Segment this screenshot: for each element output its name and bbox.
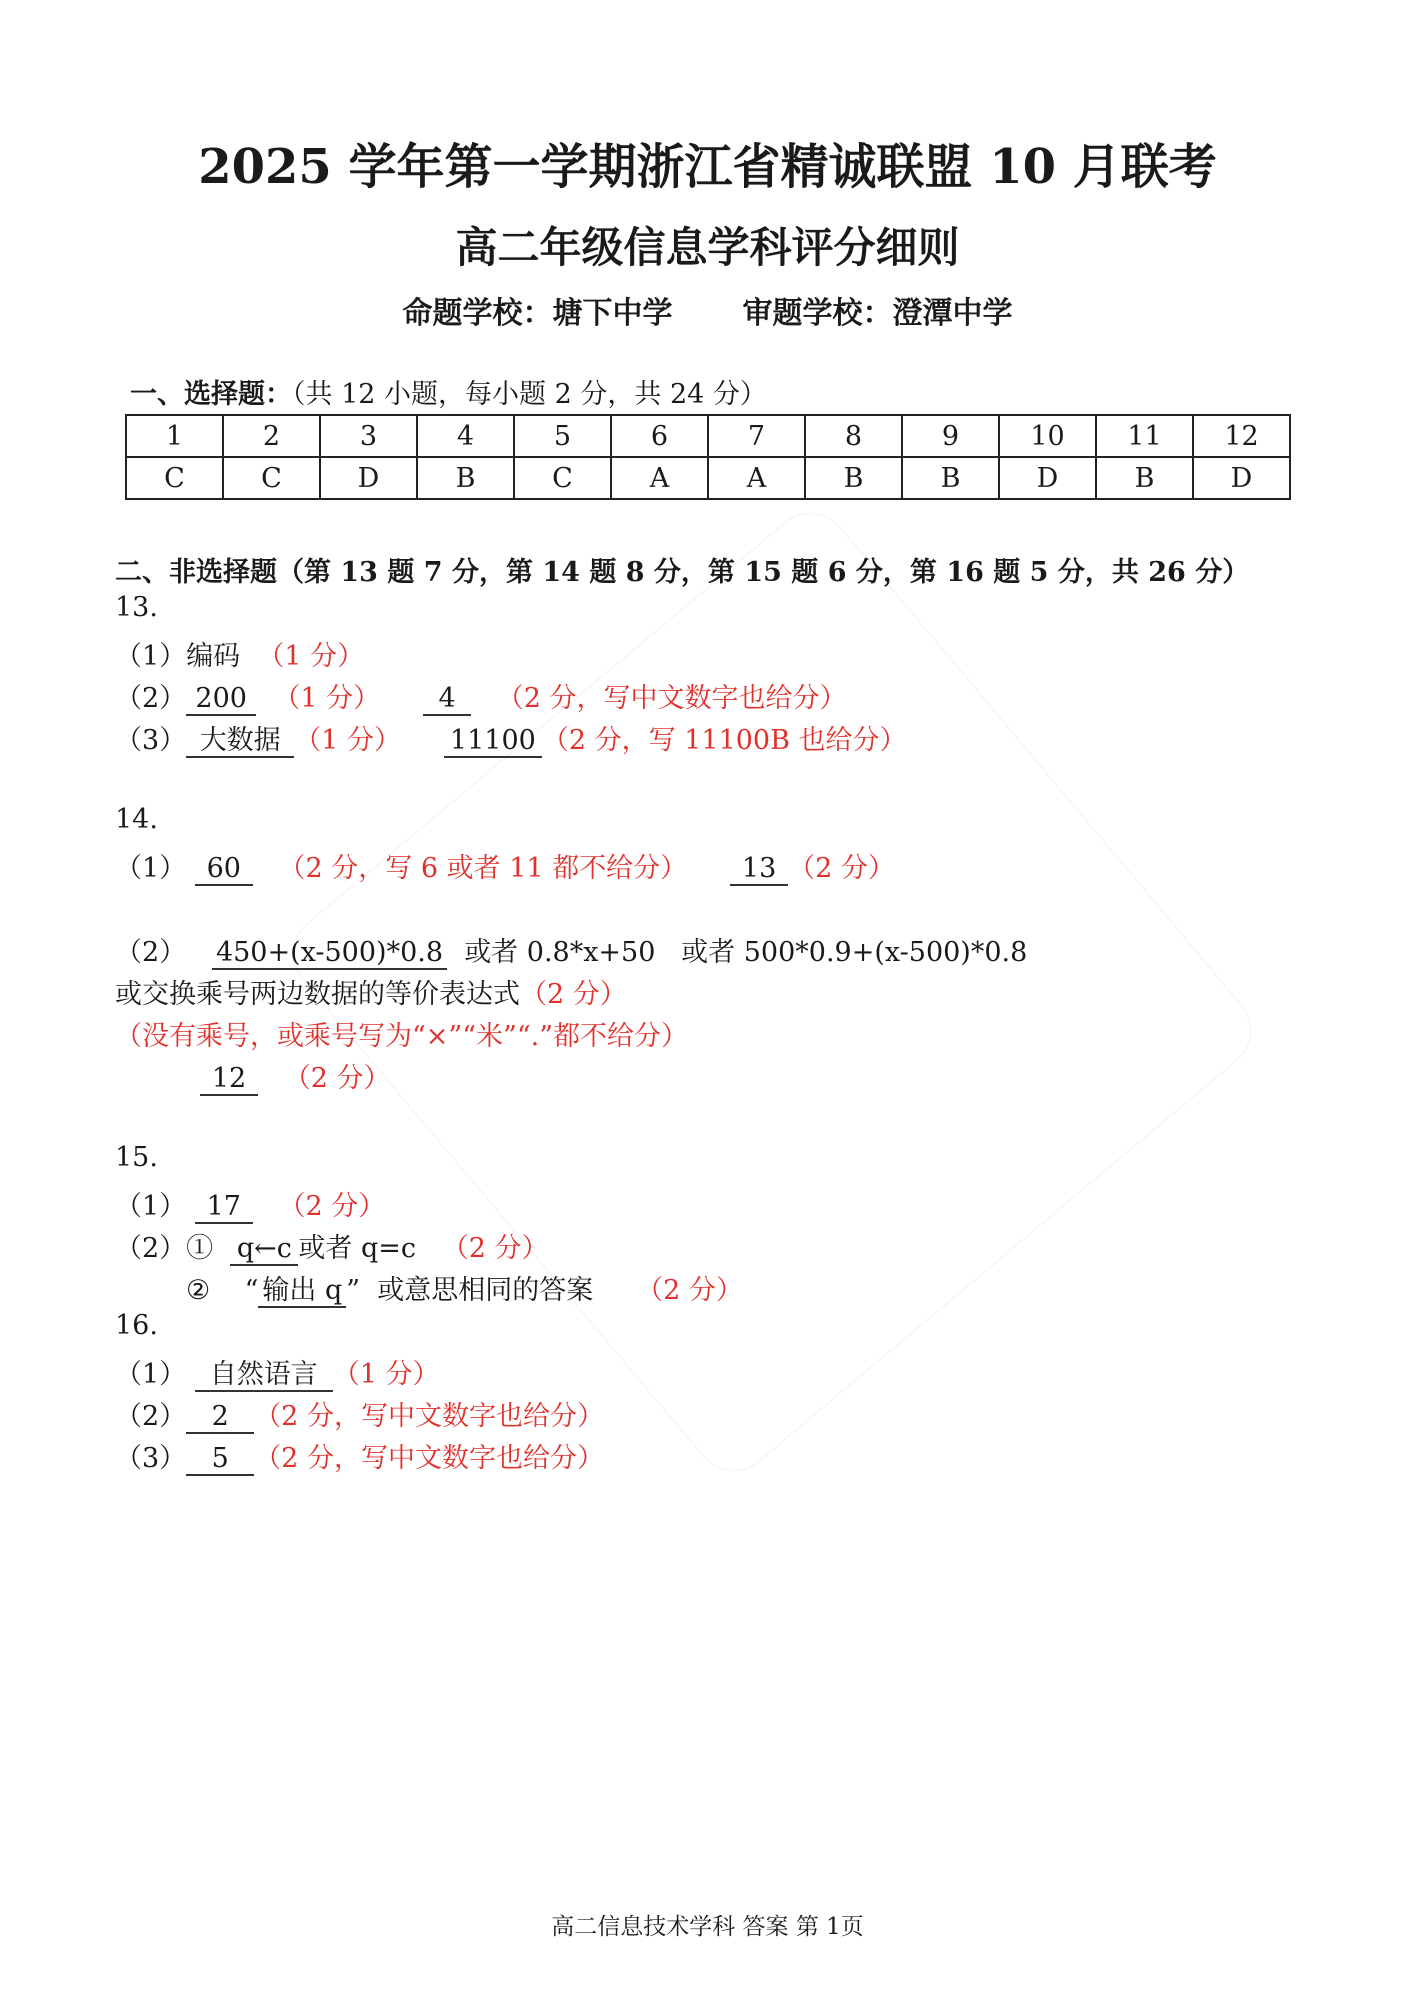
q15-number: 15.: [115, 1142, 158, 1173]
answer-cell: C: [223, 457, 320, 499]
quote-open: “: [244, 1275, 259, 1306]
answer-text: 编码: [186, 641, 241, 672]
q13-part3: [115, 718, 907, 758]
question-number: 1: [126, 415, 223, 457]
answer-cell: B: [805, 457, 902, 499]
part-index: ②: [186, 1275, 211, 1306]
alt-answer: 或者 q=c: [298, 1233, 416, 1264]
score-note: （2 分）: [441, 1233, 549, 1264]
score-note: （2 分，写 11100B 也给分）: [541, 725, 907, 756]
question-number: 6: [611, 415, 708, 457]
q15-part2: [115, 1226, 549, 1266]
part1-title: 一、选择题：: [130, 379, 292, 410]
answer-cell: B: [417, 457, 514, 499]
part-index: （3）: [115, 1443, 187, 1474]
answer-blank: 自然语言: [195, 1359, 333, 1392]
answer-blank: 17: [195, 1191, 253, 1224]
question-number: 7: [708, 415, 805, 457]
q16-part2: [115, 1394, 604, 1434]
score-note: （2 分）: [788, 853, 895, 884]
q15-part2-b: [186, 1268, 743, 1308]
exam-subtitle: 高二年级信息学科评分细则: [455, 223, 960, 272]
q16-part1: [115, 1352, 440, 1392]
question-number: 3: [320, 415, 417, 457]
answer-blank: 11100: [444, 725, 542, 758]
score-note: （2 分，写中文数字也给分）: [496, 683, 847, 714]
question-number: 11: [1096, 415, 1193, 457]
answer-cell: C: [126, 457, 223, 499]
answer-blank: 输出 q: [258, 1275, 346, 1308]
answer-cell: D: [1193, 457, 1290, 499]
part-index: （1）: [115, 641, 187, 672]
table-row-numbers: [126, 415, 1290, 457]
part-index: （2）: [115, 683, 187, 714]
part1-heading: [130, 372, 767, 411]
score-note: （1 分）: [294, 725, 401, 756]
score-note: （2 分）: [278, 1191, 386, 1222]
part1-note: （共 12 小题，每小题 2 分，共 24 分）: [292, 379, 767, 410]
page-footer: 高二信息技术学科 答案 第 1页: [551, 1914, 864, 1940]
part-index: （2）①: [115, 1233, 214, 1264]
q13-number: 13.: [115, 592, 158, 623]
question-number: 5: [514, 415, 611, 457]
part-index: （1）: [115, 1191, 187, 1222]
answer-blank: 5: [186, 1443, 254, 1476]
answer-blank: 450+(x-500)*0.8: [212, 937, 447, 970]
answer-cell: D: [320, 457, 417, 499]
q14-part2-line2: [115, 972, 627, 1011]
part-index: （2）: [115, 1401, 187, 1432]
score-note: （2 分，写 6 或者 11 都不给分）: [278, 853, 688, 884]
answer-cell: D: [999, 457, 1096, 499]
q14-no-multiply-note: （没有乘号，或乘号写为“×”“米”“.”都不给分）: [115, 1021, 689, 1052]
q13-part2: [115, 676, 847, 716]
answer-cell: A: [708, 457, 805, 499]
q14-number: 14.: [115, 804, 158, 835]
q15-part1: [115, 1184, 385, 1224]
alt-answer: 或者 500*0.9+(x-500)*0.8: [681, 937, 1028, 968]
score-note: （2 分）: [636, 1275, 743, 1306]
answer-blank: 60: [195, 853, 253, 886]
part-index: （1）: [115, 1359, 187, 1390]
score-note: （2 分，写中文数字也给分）: [254, 1401, 604, 1432]
quote-close: ”: [346, 1275, 361, 1306]
part-index: （1）: [115, 853, 187, 884]
q14-part1: [115, 846, 895, 886]
alt-answer: 或意思相同的答案: [377, 1275, 594, 1306]
q16-number: 16.: [115, 1310, 158, 1341]
question-number: 8: [805, 415, 902, 457]
table-row-answers: [126, 457, 1290, 499]
part-index: （3）: [115, 725, 187, 756]
answer-blank: 13: [730, 853, 788, 886]
alt-answer: 或者 0.8*x+50: [464, 937, 656, 968]
part-index: （2）: [115, 937, 187, 968]
answer-table: [125, 414, 1291, 500]
question-number: 9: [902, 415, 999, 457]
q14-part2-blank2: [200, 1056, 391, 1096]
question-number: 10: [999, 415, 1096, 457]
school-info: [0, 288, 1415, 332]
question-number: 2: [223, 415, 320, 457]
answer-blank: 大数据: [186, 725, 294, 758]
score-note: （1 分）: [332, 1359, 440, 1390]
exam-title: 2025 学年第一学期浙江省精诚联盟 10 月联考: [198, 139, 1217, 195]
review-school: 审题学校：澄潭中学: [742, 296, 1013, 331]
score-note: （1 分）: [257, 641, 365, 672]
q13-part1: [115, 634, 364, 673]
answer-blank: q←c: [230, 1233, 298, 1266]
question-number: 12: [1193, 415, 1290, 457]
score-note: （2 分）: [283, 1063, 391, 1094]
answer-cell: C: [514, 457, 611, 499]
answer-cell: B: [1096, 457, 1193, 499]
answer-blank: 200: [186, 683, 256, 716]
part2-title: 二、非选择题（第 13 题 7 分，第 14 题 8 分，第 15 题 6 分，第 16 题 5 分，共 26 分）: [115, 557, 1250, 588]
part2-heading: [115, 550, 1249, 589]
author-school: 命题学校：塘下中学: [402, 296, 673, 331]
score-note: （1 分）: [273, 683, 381, 714]
answer-cell: A: [611, 457, 708, 499]
answer-blank: 2: [186, 1401, 254, 1434]
q14-part2: [115, 930, 1027, 970]
alt-answer-note: 或交换乘号两边数据的等价表达式: [115, 979, 520, 1010]
score-note: （2 分，写中文数字也给分）: [254, 1443, 604, 1474]
answer-blank: 4: [423, 683, 471, 716]
question-number: 4: [417, 415, 514, 457]
q16-part3: [115, 1436, 604, 1476]
answer-cell: B: [902, 457, 999, 499]
score-note: （2 分）: [520, 979, 627, 1010]
answer-blank: 12: [200, 1063, 258, 1096]
